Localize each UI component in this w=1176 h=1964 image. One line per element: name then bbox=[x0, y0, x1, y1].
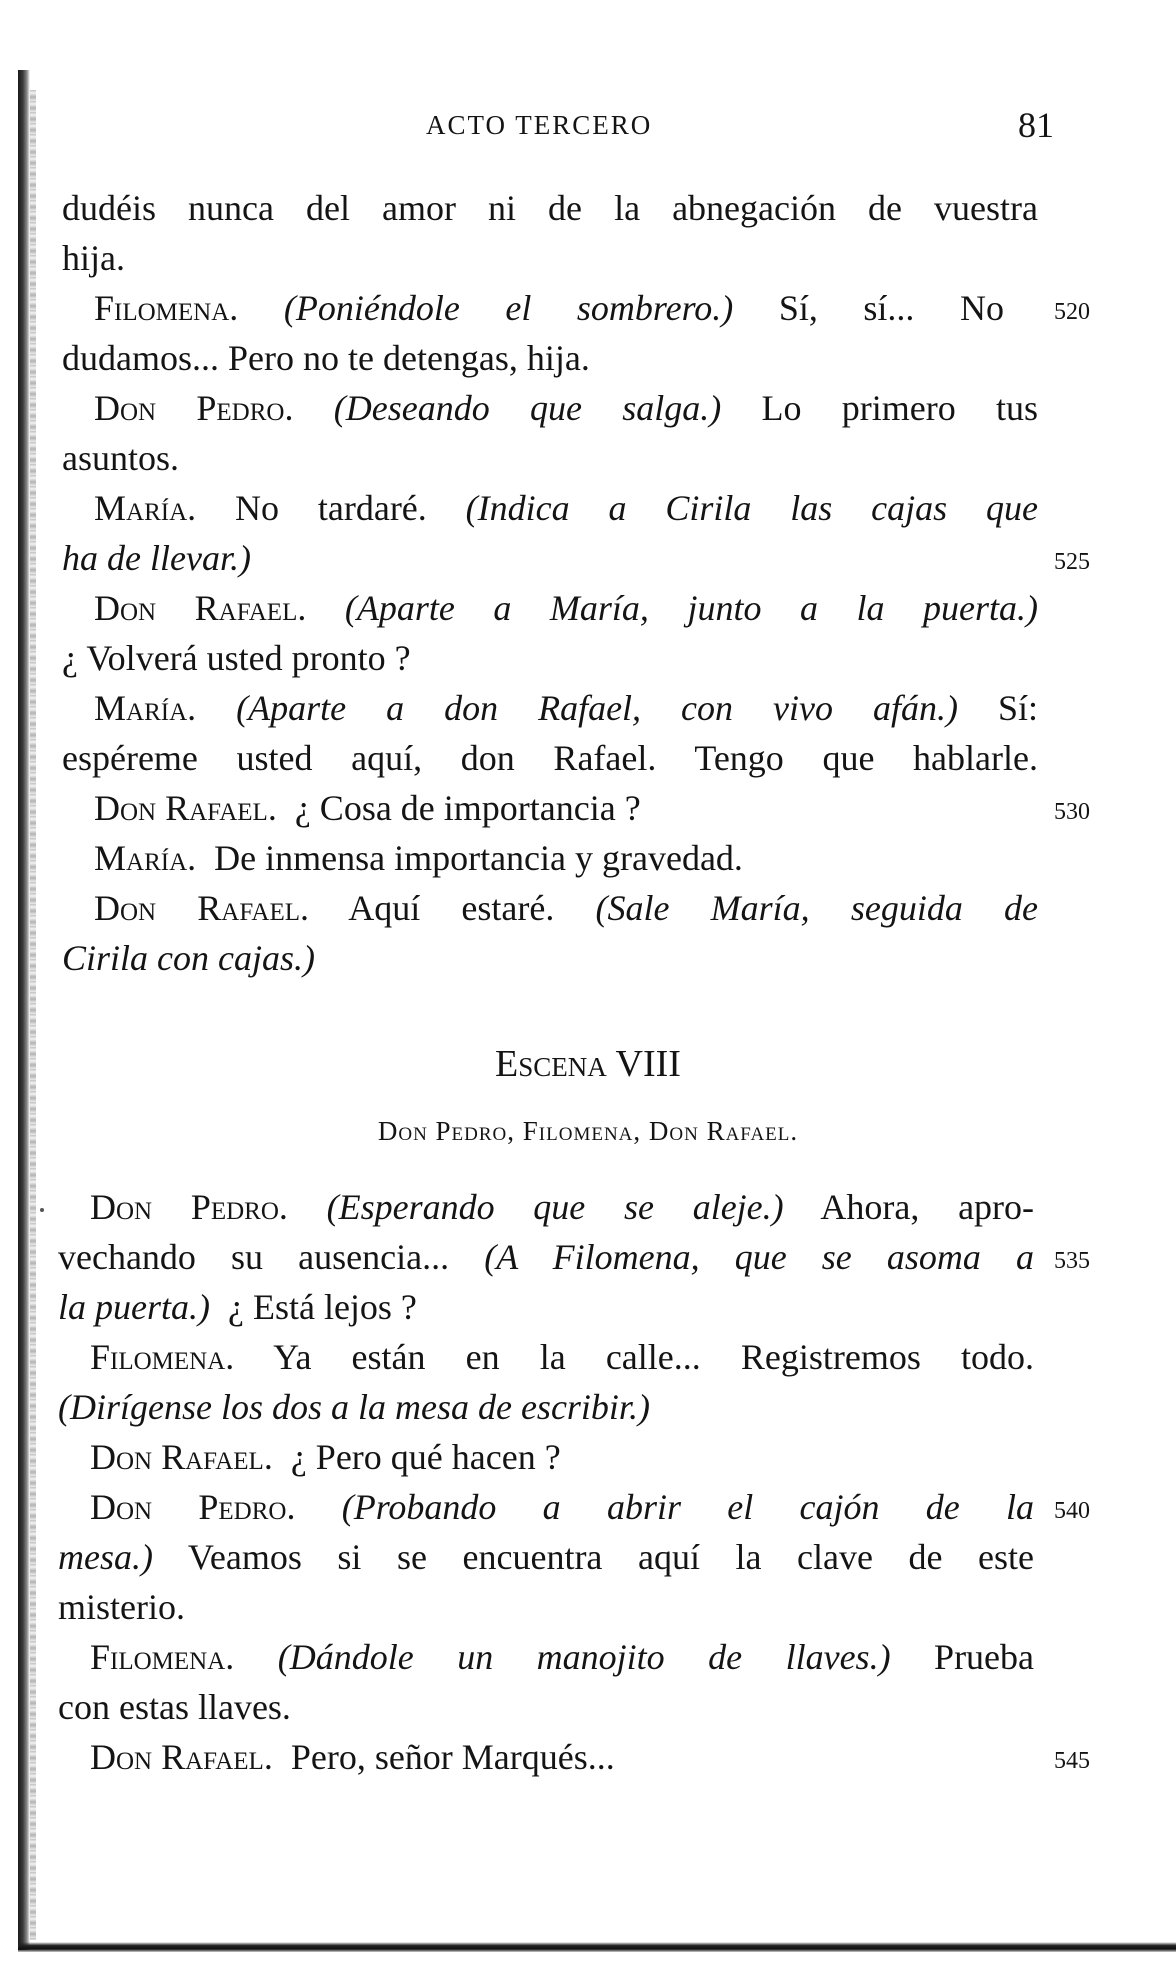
page-bottom-edge bbox=[18, 1942, 1176, 1952]
scene-cast: Don Pedro, Filomena, Don Rafael. bbox=[377, 1116, 799, 1146]
binding-edge bbox=[18, 70, 30, 1950]
text-line: hija. bbox=[62, 238, 125, 278]
text-line bbox=[62, 533, 1038, 583]
text-line: espéreme usted aquí, don Rafael. Tengo que hablarle. bbox=[62, 738, 1038, 778]
line-number: 545 bbox=[1054, 1748, 1090, 1774]
stage-direction: (A Filomena, que se asoma a bbox=[484, 1237, 1035, 1277]
speaker-name: María. bbox=[94, 688, 197, 728]
speech-line: Don Rafael. ¿ Cosa de importancia ? bbox=[94, 788, 641, 828]
speech-line: Don Pedro. (Deseando que salga.) Lo primero tus bbox=[94, 388, 1039, 428]
speech-line bbox=[62, 583, 1038, 633]
text-line: ¿ Volverá usted pronto ? bbox=[62, 638, 411, 678]
speaker-name: Don Pedro. bbox=[94, 388, 294, 428]
stray-ink-mark bbox=[40, 1208, 44, 1212]
text-line: la puerta.) ¿ Está lejos ? bbox=[58, 1287, 417, 1327]
stage-direction: (Deseando que salga.) bbox=[333, 388, 722, 428]
speaker-name: Don Rafael. bbox=[90, 1437, 273, 1477]
speech-line: Filomena. (Dándole un manojito de llaves.) Prueba bbox=[90, 1637, 1035, 1677]
text-line: dudamos... Pero no te detengas, hija. bbox=[62, 338, 590, 378]
speaker-name: Filomena. bbox=[90, 1337, 235, 1377]
speaker-name: Filomena. bbox=[90, 1637, 235, 1677]
line-number: 540 bbox=[1054, 1498, 1090, 1524]
speaker-name: María. bbox=[94, 838, 197, 878]
line-number: 535 bbox=[1054, 1248, 1090, 1274]
speech-line: María. No tardaré. (Indica a Cirila las cajas que bbox=[94, 488, 1039, 528]
speech-line: Don Rafael. Aquí estaré. (Sale María, seguida de bbox=[94, 888, 1039, 928]
line-number: 530 bbox=[1054, 799, 1090, 825]
stage-direction: (Indica a Cirila las cajas que bbox=[465, 488, 1039, 528]
stage-direction: (Aparte a María, junto a la puerta.) bbox=[344, 588, 1039, 628]
text-line bbox=[62, 933, 1038, 983]
speaker-name: Don Pedro. bbox=[90, 1187, 288, 1227]
text-line: mesa.) Veamos si se encuentra aquí la clave de este bbox=[58, 1537, 1034, 1577]
dialogue-block-scene bbox=[58, 1182, 1090, 1782]
speech-line: Don Rafael. Pero, señor Marqués... bbox=[90, 1737, 615, 1777]
speech-line: María. De inmensa importancia y gravedad. bbox=[94, 838, 743, 878]
dialogue-block-act bbox=[62, 183, 1090, 983]
speech-line: Filomena. (Poniéndole el sombrero.) Sí, sí... No bbox=[94, 288, 1005, 328]
line-number: 525 bbox=[1054, 549, 1090, 575]
text-line: asuntos. bbox=[62, 438, 179, 478]
speech-line: Don Pedro. (Esperando que se aleje.) Ahora, apro- bbox=[90, 1187, 1035, 1227]
stage-direction: ha de llevar.) bbox=[62, 538, 251, 578]
text-line: dudéis nunca del amor ni de la abnegación de vuestra bbox=[62, 188, 1038, 228]
stage-direction: (Dirígense los dos a la mesa de escribir.) bbox=[58, 1387, 650, 1427]
page-number: 81 bbox=[1018, 105, 1054, 145]
text-line bbox=[58, 1382, 1034, 1432]
stage-direction: (Sale María, seguida de bbox=[595, 888, 1039, 928]
running-head bbox=[0, 105, 1176, 150]
speaker-name: Don Rafael. bbox=[94, 888, 309, 928]
speaker-name: Don Rafael. bbox=[94, 588, 307, 628]
speaker-name: Don Rafael. bbox=[90, 1737, 273, 1777]
speaker-name: Don Rafael. bbox=[94, 788, 277, 828]
speech-line: María. (Aparte a don Rafael, con vivo afán.) Sí: bbox=[94, 688, 1039, 728]
stage-direction: (Aparte a don Rafael, con vivo afán.) bbox=[236, 688, 958, 728]
speech-line: Filomena. Ya están en la calle... Registremos todo. bbox=[90, 1337, 1034, 1377]
stage-direction: (Dándole un manojito de llaves.) bbox=[277, 1637, 891, 1677]
text-line: vechando su ausencia... (A Filomena, que se asoma a bbox=[58, 1237, 1035, 1277]
text-line: con estas llaves. bbox=[58, 1687, 291, 1727]
line-number: 520 bbox=[1054, 299, 1090, 325]
scene-title: Escena VIII bbox=[495, 1043, 681, 1085]
running-title: ACTO TERCERO bbox=[426, 110, 653, 140]
stage-direction: (Esperando que se aleje.) bbox=[326, 1187, 784, 1227]
stage-direction: Cirila con cajas.) bbox=[62, 938, 315, 978]
stage-direction: (Probando a abrir el cajón de la bbox=[341, 1487, 1035, 1527]
stage-direction: (Poniéndole el sombrero.) bbox=[283, 288, 734, 328]
binding-shadow bbox=[30, 90, 36, 1940]
text-line: misterio. bbox=[58, 1587, 185, 1627]
speech-line bbox=[58, 1482, 1034, 1532]
stage-direction: mesa.) bbox=[58, 1537, 153, 1577]
speaker-name: Filomena. bbox=[94, 288, 239, 328]
speaker-name: Don Pedro. bbox=[90, 1487, 296, 1527]
speech-line: Don Rafael. ¿ Pero qué hacen ? bbox=[90, 1437, 561, 1477]
speaker-name: María. bbox=[94, 488, 197, 528]
stage-direction: la puerta.) bbox=[58, 1287, 210, 1327]
